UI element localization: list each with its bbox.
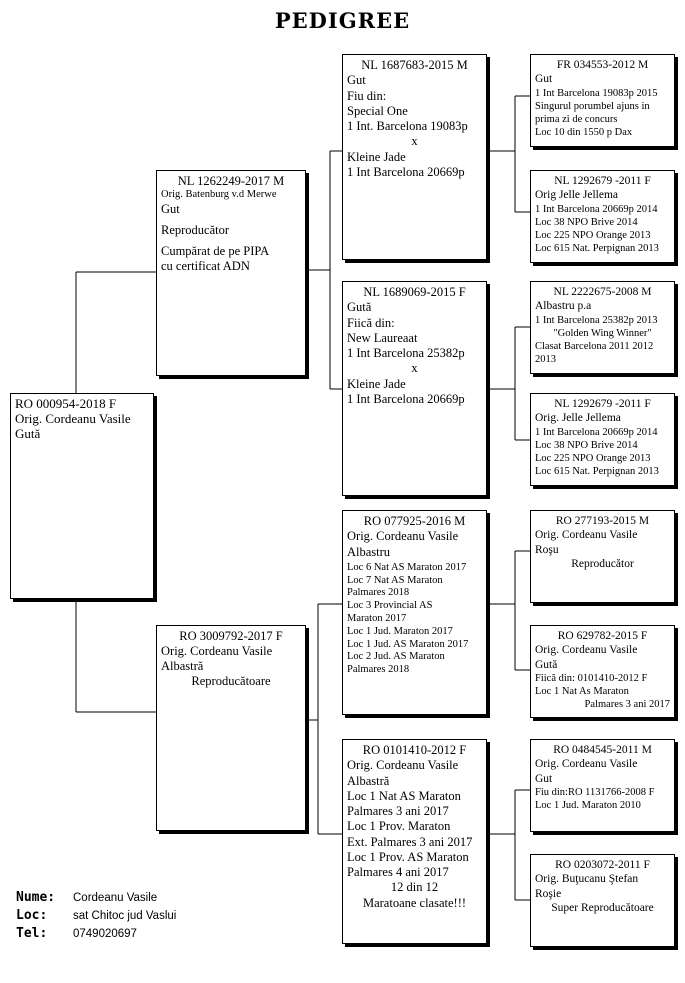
ss-dam-card: [530, 170, 675, 263]
result-line: Loc 3 Provincial AS: [347, 600, 433, 612]
ds-sire-card: [530, 510, 675, 603]
color-sex: Albastru p.a: [535, 300, 592, 313]
ring-number: RO 000954-2018 F: [15, 396, 117, 411]
color-sex: Gută: [347, 300, 372, 315]
parent-line: Fiu din:RO 1131766-2008 F: [535, 787, 655, 799]
note-line: prima zi de concurs: [535, 114, 618, 125]
ring-number: NL 2222675-2008 M: [553, 286, 652, 298]
subject-pigeon-card: [10, 393, 154, 599]
result-line: 1 Int Barcelona 20669p 2014: [535, 203, 658, 215]
breeder: Orig. Cordeanu Vasile: [535, 644, 638, 657]
location-label: Loc:: [16, 908, 48, 923]
ring-number: RO 629782-2015 F: [557, 630, 648, 642]
status-line: Reproducător: [161, 222, 230, 237]
result-line: Loc 615 Nat. Perpignan 2013: [535, 243, 659, 255]
breeder: Orig. Cordeanu Vasile: [535, 758, 638, 771]
result-line: 1 Int Barcelona 25382p 2013: [535, 314, 658, 326]
parent-label: Fiică din:: [347, 315, 395, 330]
result-line: 1 Int Barcelona 20669p: [347, 164, 465, 179]
result-line: Loc 1 Jud. Maraton 2017: [347, 625, 453, 637]
result-line: 1 Int. Barcelona 19083p: [347, 119, 468, 133]
result-line: 1 Int Barcelona 20669p 2014: [535, 426, 658, 438]
result-line: 2013: [535, 354, 556, 366]
color-sex: Gut: [535, 73, 553, 86]
ring-number: FR 034553-2012 M: [556, 59, 649, 71]
ring-number: RO 077925-2016 M: [363, 514, 466, 528]
name-label: Nume:: [16, 890, 56, 905]
parent-label: Fiu din:: [347, 88, 387, 103]
breeder: Orig. Cordeanu Vasile: [535, 529, 638, 542]
page-title: PEDIGREE: [274, 8, 411, 33]
dam-sire-card: [342, 510, 487, 715]
breeder: Orig. Batenburg v.d Merwe: [161, 189, 277, 200]
ds-dam-card: [530, 625, 675, 718]
result-line: Palmares 4 ani 2017: [347, 865, 449, 879]
ss-sire-card: [530, 54, 675, 147]
breeder: Orig. Cordeanu Vasile: [15, 410, 131, 426]
color-sex: Gut: [535, 772, 553, 785]
color-sex: Albastru: [347, 544, 391, 559]
result-line: 12 din 12: [390, 880, 439, 895]
phone-value: 0749020697: [73, 928, 137, 940]
breeder: Orig. Buţucanu Ştefan: [535, 873, 639, 886]
ring-number: RO 277193-2015 M: [555, 515, 650, 527]
result-line: Palmares 2018: [347, 664, 410, 676]
owner-contact: [16, 888, 176, 942]
result-line: Loc 225 NPO Orange 2013: [535, 230, 651, 241]
breeder: Orig Jelle Jellema: [535, 189, 619, 202]
phone-label: Tel:: [16, 926, 48, 941]
color-sex: Roşie: [535, 887, 562, 900]
parent-name: Kleine Jade: [347, 376, 406, 391]
ring-number: NL 1262249-2017 M: [177, 174, 285, 188]
color-sex: Gută: [15, 425, 41, 441]
result-line: Maraton 2017: [347, 612, 407, 624]
result-line: Loc 7 Nat AS Maraton: [347, 574, 443, 586]
ring-number: RO 0484545-2011 M: [553, 744, 652, 756]
ring-number: RO 0101410-2012 F: [362, 743, 467, 757]
result-line: Maratoane clasate!!!: [362, 895, 467, 910]
ring-number: RO 3009792-2017 F: [179, 629, 283, 643]
result-line: Loc 1 Nat As Maraton: [535, 686, 629, 698]
color-sex: Roşu: [535, 543, 559, 556]
ring-number: NL 1687683-2015 M: [361, 58, 468, 72]
breeder: Orig. Cordeanu Vasile: [347, 758, 459, 773]
parent-name: New Laureaat: [347, 330, 418, 345]
sire-sire-card: [342, 54, 487, 260]
sire-card: [156, 170, 306, 376]
result-line: 1 Int Barcelona 25382p: [347, 346, 465, 360]
parent-line: Fiică din: 0101410-2012 F: [535, 673, 648, 685]
breeder: Orig. Cordeanu Vasile: [161, 644, 273, 658]
result-line: 1 Int Barcelona 19083p 2015: [535, 87, 658, 99]
result-line: Palmares 3 ani 2017: [584, 699, 670, 711]
ring-number: NL 1689069-2015 F: [363, 285, 466, 299]
result-line: Loc 38 NPO Brive 2014: [535, 216, 638, 228]
dd-sire-card: [530, 739, 675, 832]
result-line: Clasat Barcelona 2011 2012: [535, 341, 654, 352]
dam-dam-card: [342, 739, 487, 944]
status-line: Super Reproducătoare: [551, 902, 654, 915]
cross-mark: x: [411, 361, 418, 376]
ring-number: NL 1292679 -2011 F: [554, 398, 651, 410]
result-line: Loc 1 Prov. Maraton: [347, 819, 451, 834]
name-value: Cordeanu Vasile: [73, 892, 158, 904]
note-line: "Golden Wing Winner": [553, 327, 652, 339]
result-line: 1 Int Barcelona 20669p: [347, 391, 465, 406]
status-line: Reproducătoare: [191, 674, 271, 688]
result-line: Loc 38 NPO Brive 2014: [535, 439, 638, 451]
note-line: cu certificat ADN: [161, 258, 250, 273]
sd-sire-card: [530, 281, 675, 374]
result-line: Palmares 3 ani 2017: [347, 804, 449, 818]
cross-mark: x: [411, 134, 418, 149]
breeder: Orig. Jelle Jellema: [535, 412, 621, 425]
result-line: Loc 615 Nat. Perpignan 2013: [535, 466, 659, 478]
result-line: Loc 10 din 1550 p Dax: [535, 127, 633, 139]
color-sex: Gut: [347, 73, 366, 88]
parent-name: Kleine Jade: [347, 149, 406, 164]
ring-number: RO 0203072-2011 F: [555, 859, 650, 871]
sd-dam-card: [530, 393, 675, 486]
result-line: Loc 2 Jud. AS Maraton: [347, 651, 445, 663]
dam-card: [156, 625, 306, 831]
dd-dam-card: [530, 854, 675, 947]
status-line: Reproducător: [571, 558, 634, 571]
result-line: Loc 1 Jud. AS Maraton 2017: [347, 638, 469, 650]
note-line: Singurul porumbel ajuns in: [535, 100, 650, 112]
color-sex: Albastră: [161, 659, 204, 673]
result-line: Loc 1 Nat AS Maraton: [347, 788, 461, 803]
parent-name: Special One: [347, 103, 408, 118]
location-value: sat Chitoc jud Vaslui: [73, 910, 177, 922]
result-line: Loc 1 Prov. AS Maraton: [347, 849, 469, 864]
color-sex: Albastră: [347, 773, 390, 788]
result-line: Ext. Palmares 3 ani 2017: [347, 834, 473, 849]
result-line: Palmares 2018: [347, 587, 410, 599]
color-sex: Gut: [161, 201, 180, 216]
sire-dam-card: [342, 281, 487, 496]
result-line: Loc 225 NPO Orange 2013: [535, 453, 651, 464]
color-sex: Gută: [535, 658, 558, 671]
ring-number: NL 1292679 -2011 F: [554, 175, 651, 187]
breeder: Orig. Cordeanu Vasile: [347, 529, 459, 544]
result-line: Loc 6 Nat AS Maraton 2017: [347, 561, 467, 573]
note-line: Cumpărat de pe PIPA: [161, 243, 270, 258]
result-line: Loc 1 Jud. Maraton 2010: [535, 800, 641, 812]
